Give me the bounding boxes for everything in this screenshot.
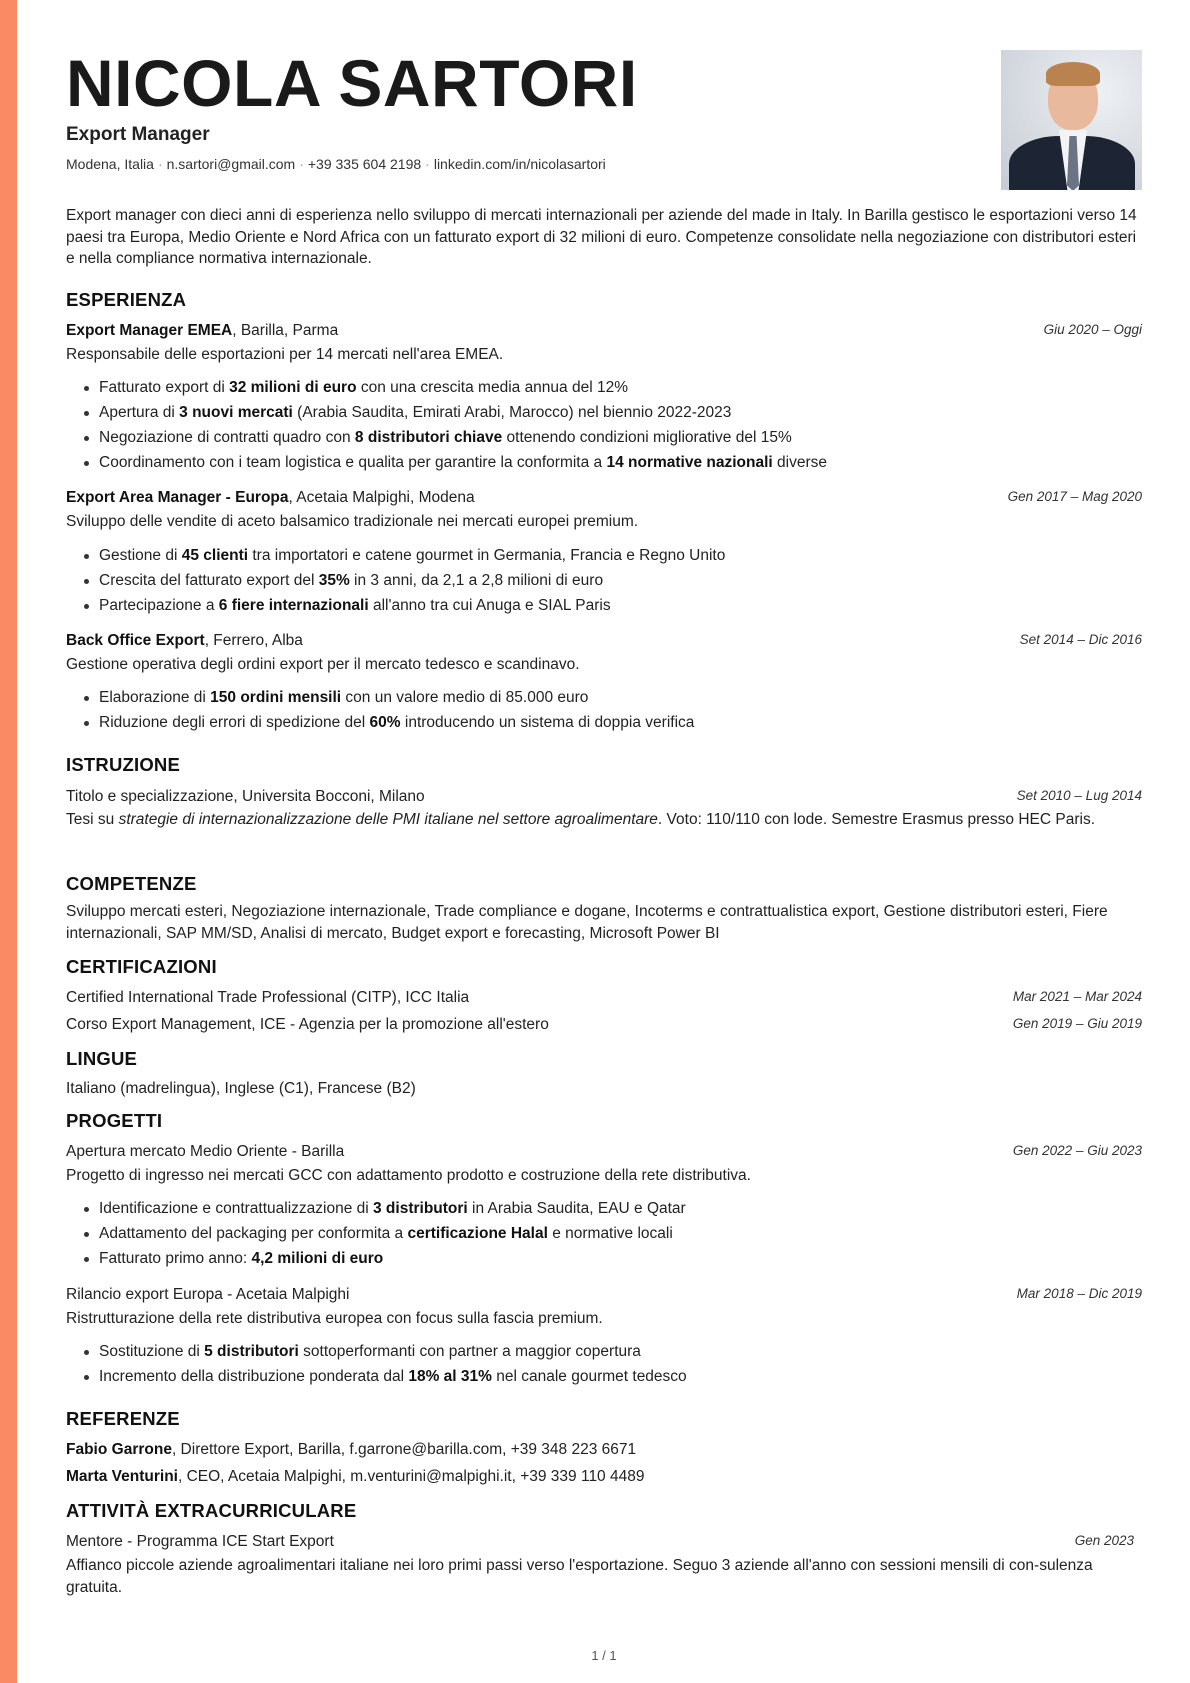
bullet-item: Elaborazione di 150 ordini mensili con un valore medio di 85.000 euro — [84, 685, 694, 710]
bullet-item: Incremento della distribuzione ponderata dal 18% al 31% nel canale gourmet tedesco — [84, 1364, 687, 1389]
job-description: Responsabile delle esportazioni per 14 mercati nell'area EMEA. — [66, 346, 504, 363]
project-title: Apertura mercato Medio Oriente - Barilla — [66, 1143, 345, 1160]
project-bullets — [84, 1196, 686, 1271]
section-heading-languages: LINGUE — [66, 1048, 138, 1069]
education-title: Titolo e specializzazione, Universita Bocconi, Milano — [66, 788, 425, 805]
job-bullets — [84, 375, 827, 475]
project-title: Rilancio export Europa - Acetaia Malpighi — [66, 1286, 350, 1303]
job-entry-title — [66, 489, 475, 507]
reference-details: , CEO, Acetaia Malpighi, m.venturini@malpighi.it, +39 339 110 4489 — [177, 1468, 645, 1485]
page-number: 1 / 1 — [591, 1648, 617, 1663]
bullet-item: Fatturato export di 32 milioni di euro con una crescita media annua del 12% — [84, 375, 827, 400]
email-link[interactable]: n.sartori@gmail.com — [166, 156, 296, 172]
extracurricular-description: Affianco piccole aziende agroalimentari italiane nei loro primi passi verso l'esportazione. Seguo 3 aziende all'anno con sessioni mensili di con-sulenza gratuita. — [66, 1557, 1093, 1596]
linkedin-link[interactable]: linkedin.com/in/nicolasartori — [433, 156, 606, 172]
job-role: Back Office Export — [66, 632, 205, 649]
section-heading-experience: ESPERIENZA — [66, 289, 187, 310]
bullet-item: Fatturato primo anno: 4,2 milioni di euro — [84, 1246, 686, 1271]
reference-details: , Direttore Export, Barilla, f.garrone@barilla.com, +39 348 223 6671 — [171, 1441, 637, 1458]
contact-line — [66, 156, 606, 172]
job-entry-title — [66, 632, 303, 650]
contact-separator: · — [299, 156, 304, 172]
project-description: Ristrutturazione della rete distributiva europea con focus sulla fascia premium. — [66, 1310, 603, 1327]
project-description: Progetto di ingresso nei mercati GCC con adattamento prodotto e costruzione della rete distributiva. — [66, 1167, 751, 1184]
section-heading-projects: PROGETTI — [66, 1110, 163, 1131]
job-date: Giu 2020 – Oggi — [1043, 322, 1142, 337]
accent-bar — [0, 0, 17, 1683]
job-company: , Ferrero, Alba — [204, 632, 303, 649]
job-role: Export Manager EMEA — [66, 322, 233, 339]
project-date: Mar 2018 – Dic 2019 — [1016, 1286, 1142, 1301]
certification-title: Certified International Trade Professional (CITP), ICC Italia — [66, 989, 470, 1006]
bullet-item: Coordinamento con i team logistica e qualita per garantire la conformita a 14 normative nazionali diverse — [84, 450, 827, 475]
reference-entry — [66, 1441, 636, 1459]
bullet-item: Partecipazione a 6 fiere internazionali all'anno tra cui Anuga e SIAL Paris — [84, 593, 725, 618]
profile-summary: Export manager con dieci anni di esperienza nello sviluppo di mercati internazionali per aziende del made in Italy. In Barilla gestisco le esportazioni verso 14 paesi tra Europa, Medio Oriente e Nord Africa con un fatturato export di 32 milioni di euro. Competenze consolidate nella negoziazione con distributori esteri e nella compliance normativa internazionale. — [66, 207, 1137, 267]
bullet-item: Crescita del fatturato export del 35% in 3 anni, da 2,1 a 2,8 milioni di euro — [84, 568, 725, 593]
extracurricular-title: Mentore - Programma ICE Start Export — [66, 1533, 334, 1550]
bullet-item: Riduzione degli errori di spedizione del 60% introducendo un sistema di doppia verifica — [84, 710, 694, 735]
job-date: Gen 2017 – Mag 2020 — [1007, 489, 1142, 504]
job-entry-title — [66, 322, 338, 340]
reference-name: Marta Venturini — [66, 1468, 178, 1485]
job-role: Export Area Manager - Europa — [66, 489, 289, 506]
bullet-item: Apertura di 3 nuovi mercati (Arabia Saudita, Emirati Arabi, Marocco) nel biennio 2022-2023 — [84, 400, 827, 425]
job-company: , Acetaia Malpighi, Modena — [288, 489, 475, 506]
contact-separator: · — [425, 156, 430, 172]
candidate-name: NICOLA SARTORI — [66, 46, 638, 120]
bullet-item: Sostituzione di 5 distributori sottoperformanti con partner a maggior copertura — [84, 1339, 687, 1364]
location-text: Modena, Italia — [66, 156, 154, 172]
job-description: Gestione operativa degli ordini export per il mercato tedesco e scandinavo. — [66, 656, 580, 673]
job-date: Set 2014 – Dic 2016 — [1019, 632, 1142, 647]
job-bullets — [84, 543, 725, 618]
education-description: Tesi su strategie di internazionalizzazione delle PMI italiane nel settore agroalimentare. Voto: 110/110 con lode. Semestre Erasmus presso HEC Paris. — [66, 811, 1096, 828]
extracurricular-date: Gen 2023 — [1074, 1533, 1134, 1548]
project-date: Gen 2022 – Giu 2023 — [1012, 1143, 1142, 1158]
bullet-item: Negoziazione di contratti quadro con 8 distributori chiave ottenendo condizioni migliorative del 15% — [84, 425, 827, 450]
job-description: Sviluppo delle vendite di aceto balsamico tradizionale nei mercati europei premium. — [66, 513, 639, 530]
languages-list: Italiano (madrelingua), Inglese (C1), Francese (B2) — [66, 1080, 416, 1097]
skills-list: Sviluppo mercati esteri, Negoziazione internazionale, Trade compliance e dogane, Incoterms e contrattualistica export, Gestione distributori esteri, Fiere internazionali, SAP MM/SD, Analisi di mercato, Budget export e forecasting, Microsoft Power BI — [66, 903, 1108, 942]
section-heading-certifications: CERTIFICAZIONI — [66, 956, 217, 977]
reference-entry — [66, 1468, 644, 1486]
contact-separator: · — [157, 156, 163, 172]
project-bullets — [84, 1339, 687, 1389]
job-title: Export Manager — [66, 124, 210, 145]
certification-date: Gen 2019 – Giu 2019 — [1012, 1016, 1142, 1031]
certification-title: Corso Export Management, ICE - Agenzia per la promozione all'estero — [66, 1016, 549, 1033]
bullet-item: Adattamento del packaging per conformita a certificazione Halal e normative locali — [84, 1221, 686, 1246]
reference-name: Fabio Garrone — [66, 1441, 172, 1458]
section-heading-education: ISTRUZIONE — [66, 754, 181, 775]
section-heading-skills: COMPETENZE — [66, 873, 197, 894]
bullet-item: Gestione di 45 clienti tra importatori e catene gourmet in Germania, Francia e Regno Unito — [84, 543, 725, 568]
phone-text: +39 335 604 2198 — [307, 156, 422, 172]
job-bullets — [84, 685, 694, 735]
section-heading-references: REFERENZE — [66, 1408, 180, 1429]
bullet-item: Identificazione e contrattualizzazione di 3 distributori in Arabia Saudita, EAU e Qatar — [84, 1196, 686, 1221]
profile-photo — [1001, 50, 1142, 190]
section-heading-extracurricular: ATTIVITÀ EXTRACURRICULARE — [66, 1500, 357, 1521]
job-company: , Barilla, Parma — [232, 322, 339, 339]
certification-date: Mar 2021 – Mar 2024 — [1012, 989, 1142, 1004]
education-date: Set 2010 – Lug 2014 — [1016, 788, 1142, 803]
